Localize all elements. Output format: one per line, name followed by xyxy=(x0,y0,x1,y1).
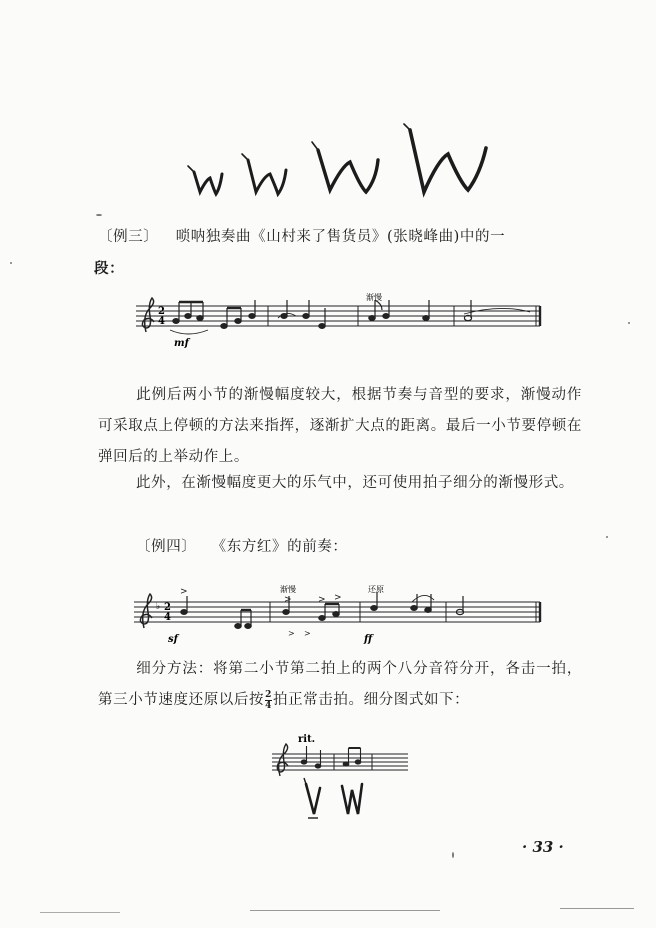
music-staff-example-3 xyxy=(130,286,550,352)
svg-text:♭: ♭ xyxy=(156,602,161,612)
tempo-mark-rit: 渐慢 xyxy=(280,585,296,594)
tempo-mark-rit: 渐慢 xyxy=(366,293,382,302)
svg-text:>: > xyxy=(288,629,295,638)
svg-text:>: > xyxy=(318,595,326,605)
svg-text:>: > xyxy=(180,587,188,597)
svg-text:>: > xyxy=(304,629,311,638)
treble-clef xyxy=(140,594,152,628)
time-signature-bottom: 4 xyxy=(158,316,165,327)
paragraph-3-text-b: 拍正常击拍。细分图式如下： xyxy=(272,692,470,708)
example-3-text: 唢呐独奏曲《山村来了售货员》(张晓峰曲)中的一 xyxy=(175,229,506,245)
example-3-intro xyxy=(98,222,582,253)
dynamic-ff: ff xyxy=(364,634,373,645)
page-number: · 33 · xyxy=(522,838,564,856)
tempo-mark-a-tempo: 还原 xyxy=(368,585,384,594)
paragraph-2 xyxy=(98,468,582,499)
time-signature-bottom: 4 xyxy=(164,612,171,623)
svg-text:>: > xyxy=(334,593,342,603)
example-3-label: 〔例三〕 xyxy=(98,229,159,245)
example-4-label: 〔例四〕 xyxy=(136,539,197,555)
treble-clef xyxy=(142,298,154,332)
music-staff-subdivision xyxy=(268,730,418,822)
dynamic-sf: sf xyxy=(168,634,178,645)
paragraph-3-text-a: 细分方法：将第二小节第二拍上的两个八分音符分开，各击一拍，第三小节速度还原以后按 xyxy=(98,661,582,708)
music-staff-example-4 xyxy=(128,578,548,648)
paragraph-2-text: 此外，在渐慢幅度更大的乐气中，还可使用拍子细分的渐慢形式。 xyxy=(136,475,574,491)
example-3-text-cont: 段： xyxy=(94,260,125,277)
example-3-intro-cont xyxy=(94,253,578,285)
time-signature-top: 2 xyxy=(158,306,165,317)
paragraph-1 xyxy=(98,380,582,473)
paragraph-1-text: 此例后两小节的渐慢幅度较大，根据节奏与音型的要求，渐慢动作可采取点上停顿的方法来指挥，逐渐扩大点的距离。最后一小节要停顿在弹回后的上举动作上。 xyxy=(98,387,582,465)
dynamic-mf: mf xyxy=(174,338,189,349)
conducting-pattern-figure xyxy=(180,120,500,210)
example-4-intro xyxy=(136,532,576,563)
svg-text:>: > xyxy=(284,595,292,605)
tempo-mark-rit-abbr: rit. xyxy=(298,734,316,745)
example-4-text: 《东方红》的前奏： xyxy=(211,539,348,555)
inline-fraction: $\frac{2}{4}$ xyxy=(265,689,272,711)
time-signature-top: 2 xyxy=(164,602,171,613)
paragraph-3 xyxy=(98,654,582,716)
